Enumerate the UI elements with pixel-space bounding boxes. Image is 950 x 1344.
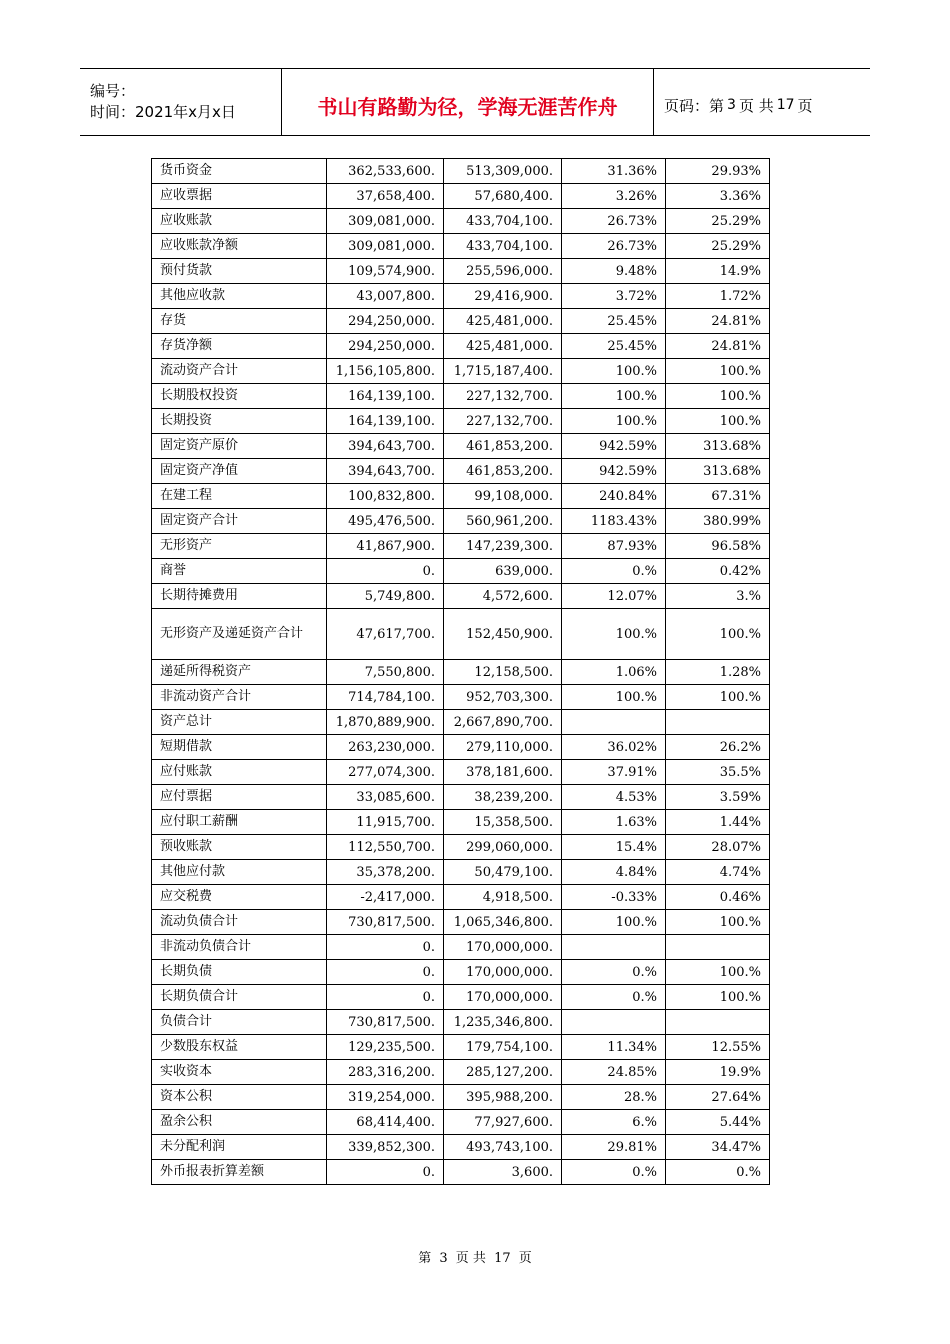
period-1-ratio-cell: 6.%	[562, 1110, 666, 1135]
item-name-cell: 少数股东权益	[152, 1035, 327, 1060]
period-1-value-cell: 5,749,800.	[327, 584, 444, 609]
period-1-value-cell: -2,417,000.	[327, 885, 444, 910]
period-2-value-cell: 1,715,187,400.	[444, 359, 562, 384]
period-2-value-cell: 179,754,100.	[444, 1035, 562, 1060]
table-row	[152, 484, 770, 509]
item-name-cell: 应收票据	[152, 184, 327, 209]
item-name-cell: 固定资产原价	[152, 434, 327, 459]
table-row	[152, 1110, 770, 1135]
period-1-value-cell: 1,870,889,900.	[327, 710, 444, 735]
period-2-value-cell: 639,000.	[444, 559, 562, 584]
period-2-ratio-cell: 100.%	[666, 910, 770, 935]
period-2-value-cell: 99,108,000.	[444, 484, 562, 509]
table-row	[152, 334, 770, 359]
table-row	[152, 685, 770, 710]
table-row	[152, 760, 770, 785]
item-name-cell: 资本公积	[152, 1085, 327, 1110]
period-1-ratio-cell: 3.26%	[562, 184, 666, 209]
item-name-cell: 实收资本	[152, 1060, 327, 1085]
period-1-ratio-cell: 942.59%	[562, 459, 666, 484]
period-2-value-cell: 255,596,000.	[444, 259, 562, 284]
item-name-cell: 未分配利润	[152, 1135, 327, 1160]
period-2-value-cell: 29,416,900.	[444, 284, 562, 309]
period-1-ratio-cell: 100.%	[562, 685, 666, 710]
period-1-value-cell: 41,867,900.	[327, 534, 444, 559]
item-name-cell: 预付货款	[152, 259, 327, 284]
period-2-value-cell: 15,358,500.	[444, 810, 562, 835]
period-1-value-cell: 0.	[327, 960, 444, 985]
page-prefix: 页码：第	[664, 96, 725, 115]
footer-suffix: 页	[518, 1251, 532, 1266]
period-1-value-cell: 730,817,500.	[327, 910, 444, 935]
period-1-value-cell: 0.	[327, 559, 444, 584]
item-name-cell: 无形资产	[152, 534, 327, 559]
page-mid: 页 共	[738, 96, 774, 115]
period-1-ratio-cell: 28.%	[562, 1085, 666, 1110]
table-row	[152, 259, 770, 284]
table-row	[152, 785, 770, 810]
table-row	[152, 409, 770, 434]
table-row	[152, 434, 770, 459]
page-total: 17	[776, 97, 795, 113]
table-row	[152, 985, 770, 1010]
item-name-cell: 非流动资产合计	[152, 685, 327, 710]
period-1-value-cell: 43,007,800.	[327, 284, 444, 309]
period-2-ratio-cell	[666, 710, 770, 735]
table-row	[152, 459, 770, 484]
period-2-value-cell: 1,065,346,800.	[444, 910, 562, 935]
period-2-ratio-cell: 24.81%	[666, 334, 770, 359]
period-2-value-cell: 170,000,000.	[444, 960, 562, 985]
period-2-value-cell: 493,743,100.	[444, 1135, 562, 1160]
period-2-value-cell: 2,667,890,700.	[444, 710, 562, 735]
period-1-ratio-cell	[562, 935, 666, 960]
period-1-ratio-cell: 942.59%	[562, 434, 666, 459]
period-1-value-cell: 35,378,200.	[327, 860, 444, 885]
item-name-cell: 流动资产合计	[152, 359, 327, 384]
table-row	[152, 384, 770, 409]
period-2-ratio-cell: 35.5%	[666, 760, 770, 785]
period-2-value-cell: 57,680,400.	[444, 184, 562, 209]
period-1-value-cell: 164,139,100.	[327, 384, 444, 409]
period-2-ratio-cell: 96.58%	[666, 534, 770, 559]
period-2-value-cell: 425,481,000.	[444, 334, 562, 359]
page-suffix: 页	[797, 96, 813, 115]
period-2-ratio-cell: 12.55%	[666, 1035, 770, 1060]
period-2-ratio-cell: 1.28%	[666, 660, 770, 685]
period-2-ratio-cell: 67.31%	[666, 484, 770, 509]
period-1-value-cell: 394,643,700.	[327, 459, 444, 484]
period-2-ratio-cell: 14.9%	[666, 259, 770, 284]
period-1-value-cell: 309,081,000.	[327, 209, 444, 234]
period-1-value-cell: 33,085,600.	[327, 785, 444, 810]
item-name-cell: 非流动负债合计	[152, 935, 327, 960]
item-name-cell: 资产总计	[152, 710, 327, 735]
item-name-cell: 长期负债	[152, 960, 327, 985]
period-2-value-cell: 50,479,100.	[444, 860, 562, 885]
page-current: 3	[727, 97, 736, 113]
period-1-value-cell: 109,574,900.	[327, 259, 444, 284]
period-1-value-cell: 68,414,400.	[327, 1110, 444, 1135]
table-row	[152, 359, 770, 384]
period-2-ratio-cell: 100.%	[666, 609, 770, 660]
period-2-ratio-cell	[666, 935, 770, 960]
period-1-value-cell: 263,230,000.	[327, 735, 444, 760]
period-2-value-cell: 461,853,200.	[444, 459, 562, 484]
period-1-value-cell: 11,915,700.	[327, 810, 444, 835]
footer-total: 17	[494, 1251, 511, 1266]
item-name-cell: 无形资产及递延资产合计	[152, 609, 327, 660]
period-2-value-cell: 433,704,100.	[444, 234, 562, 259]
period-1-value-cell: 362,533,600.	[327, 159, 444, 184]
period-2-ratio-cell: 24.81%	[666, 309, 770, 334]
period-2-ratio-cell: 0.42%	[666, 559, 770, 584]
period-2-value-cell: 170,000,000.	[444, 985, 562, 1010]
period-1-ratio-cell: 100.%	[562, 409, 666, 434]
period-1-ratio-cell: 36.02%	[562, 735, 666, 760]
period-1-value-cell: 283,316,200.	[327, 1060, 444, 1085]
table-row	[152, 1135, 770, 1160]
period-2-value-cell: 279,110,000.	[444, 735, 562, 760]
period-2-value-cell: 285,127,200.	[444, 1060, 562, 1085]
period-1-value-cell: 319,254,000.	[327, 1085, 444, 1110]
table-row	[152, 584, 770, 609]
table-row	[152, 159, 770, 184]
period-2-ratio-cell: 25.29%	[666, 209, 770, 234]
item-name-cell: 其他应付款	[152, 860, 327, 885]
period-1-value-cell: 495,476,500.	[327, 509, 444, 534]
item-name-cell: 短期借款	[152, 735, 327, 760]
period-1-value-cell: 0.	[327, 935, 444, 960]
period-1-ratio-cell: 0.%	[562, 985, 666, 1010]
period-1-ratio-cell: 29.81%	[562, 1135, 666, 1160]
period-1-value-cell: 164,139,100.	[327, 409, 444, 434]
period-1-ratio-cell: 0.%	[562, 1160, 666, 1185]
footer-current: 3	[439, 1251, 448, 1266]
period-2-ratio-cell	[666, 1010, 770, 1035]
table-row	[152, 660, 770, 685]
item-name-cell: 流动负债合计	[152, 910, 327, 935]
period-1-ratio-cell: 26.73%	[562, 209, 666, 234]
period-1-value-cell: 37,658,400.	[327, 184, 444, 209]
balance-sheet-body	[152, 159, 770, 1185]
table-row	[152, 910, 770, 935]
period-2-value-cell: 1,235,346,800.	[444, 1010, 562, 1035]
footer-prefix: 第	[418, 1251, 432, 1266]
period-1-ratio-cell: 12.07%	[562, 584, 666, 609]
table-row	[152, 1010, 770, 1035]
period-2-value-cell: 77,927,600.	[444, 1110, 562, 1135]
table-row	[152, 284, 770, 309]
period-1-ratio-cell: 31.36%	[562, 159, 666, 184]
period-2-value-cell: 425,481,000.	[444, 309, 562, 334]
table-row	[152, 885, 770, 910]
table-row	[152, 509, 770, 534]
period-1-value-cell: 339,852,300.	[327, 1135, 444, 1160]
item-name-cell: 盈余公积	[152, 1110, 327, 1135]
period-1-value-cell: 7,550,800.	[327, 660, 444, 685]
period-2-value-cell: 560,961,200.	[444, 509, 562, 534]
item-name-cell: 长期负债合计	[152, 985, 327, 1010]
period-2-ratio-cell: 28.07%	[666, 835, 770, 860]
period-2-ratio-cell: 100.%	[666, 960, 770, 985]
period-1-ratio-cell: 100.%	[562, 609, 666, 660]
period-2-value-cell: 4,918,500.	[444, 885, 562, 910]
header-page-number	[654, 69, 870, 135]
table-row	[152, 209, 770, 234]
period-1-ratio-cell: 240.84%	[562, 484, 666, 509]
item-name-cell: 商誉	[152, 559, 327, 584]
period-2-ratio-cell: 27.64%	[666, 1085, 770, 1110]
period-2-ratio-cell: 4.74%	[666, 860, 770, 885]
item-name-cell: 固定资产净值	[152, 459, 327, 484]
period-2-ratio-cell: 3.%	[666, 584, 770, 609]
period-1-ratio-cell: -0.33%	[562, 885, 666, 910]
period-2-ratio-cell: 19.9%	[666, 1060, 770, 1085]
period-2-ratio-cell: 380.99%	[666, 509, 770, 534]
period-2-value-cell: 227,132,700.	[444, 409, 562, 434]
period-1-ratio-cell: 100.%	[562, 359, 666, 384]
period-1-ratio-cell: 87.93%	[562, 534, 666, 559]
period-1-ratio-cell: 26.73%	[562, 234, 666, 259]
table-row	[152, 184, 770, 209]
item-name-cell: 应收账款	[152, 209, 327, 234]
period-1-value-cell: 129,235,500.	[327, 1035, 444, 1060]
table-row	[152, 810, 770, 835]
period-1-value-cell: 730,817,500.	[327, 1010, 444, 1035]
period-2-value-cell: 299,060,000.	[444, 835, 562, 860]
period-2-ratio-cell: 313.68%	[666, 434, 770, 459]
period-2-ratio-cell: 29.93%	[666, 159, 770, 184]
period-2-ratio-cell: 3.59%	[666, 785, 770, 810]
period-1-ratio-cell: 9.48%	[562, 259, 666, 284]
footer-mid: 页 共	[455, 1251, 486, 1266]
item-name-cell: 长期股权投资	[152, 384, 327, 409]
item-name-cell: 递延所得税资产	[152, 660, 327, 685]
period-2-value-cell: 952,703,300.	[444, 685, 562, 710]
period-2-ratio-cell: 3.36%	[666, 184, 770, 209]
table-row	[152, 534, 770, 559]
item-name-cell: 预收账款	[152, 835, 327, 860]
table-row	[152, 860, 770, 885]
period-1-value-cell: 714,784,100.	[327, 685, 444, 710]
period-1-ratio-cell: 25.45%	[562, 309, 666, 334]
period-1-ratio-cell: 1.63%	[562, 810, 666, 835]
page-header	[80, 68, 870, 136]
period-2-value-cell: 461,853,200.	[444, 434, 562, 459]
item-name-cell: 在建工程	[152, 484, 327, 509]
period-1-value-cell: 100,832,800.	[327, 484, 444, 509]
period-1-value-cell: 277,074,300.	[327, 760, 444, 785]
period-2-ratio-cell: 1.44%	[666, 810, 770, 835]
item-name-cell: 应付票据	[152, 785, 327, 810]
period-1-value-cell: 294,250,000.	[327, 334, 444, 359]
table-row	[152, 935, 770, 960]
period-2-value-cell: 147,239,300.	[444, 534, 562, 559]
item-name-cell: 长期待摊费用	[152, 584, 327, 609]
period-2-ratio-cell: 100.%	[666, 359, 770, 384]
table-row	[152, 1160, 770, 1185]
page-footer	[0, 1247, 950, 1266]
period-1-ratio-cell: 1.06%	[562, 660, 666, 685]
period-2-value-cell: 227,132,700.	[444, 384, 562, 409]
period-2-value-cell: 395,988,200.	[444, 1085, 562, 1110]
period-1-ratio-cell: 100.%	[562, 384, 666, 409]
period-1-value-cell: 309,081,000.	[327, 234, 444, 259]
period-2-value-cell: 513,309,000.	[444, 159, 562, 184]
period-1-ratio-cell: 1183.43%	[562, 509, 666, 534]
period-2-ratio-cell: 100.%	[666, 985, 770, 1010]
period-2-value-cell: 378,181,600.	[444, 760, 562, 785]
item-name-cell: 存货净额	[152, 334, 327, 359]
period-1-ratio-cell	[562, 1010, 666, 1035]
item-name-cell: 外币报表折算差额	[152, 1160, 327, 1185]
period-1-ratio-cell: 100.%	[562, 910, 666, 935]
table-row	[152, 309, 770, 334]
period-2-value-cell: 38,239,200.	[444, 785, 562, 810]
period-1-value-cell: 0.	[327, 1160, 444, 1185]
item-name-cell: 其他应收款	[152, 284, 327, 309]
period-2-ratio-cell: 100.%	[666, 685, 770, 710]
code-label: 编号：	[90, 82, 136, 100]
period-1-ratio-cell: 4.53%	[562, 785, 666, 810]
period-2-ratio-cell: 5.44%	[666, 1110, 770, 1135]
period-2-ratio-cell: 100.%	[666, 409, 770, 434]
table-row	[152, 609, 770, 660]
period-2-ratio-cell: 34.47%	[666, 1135, 770, 1160]
period-2-ratio-cell: 26.2%	[666, 735, 770, 760]
table-row	[152, 835, 770, 860]
period-2-ratio-cell: 1.72%	[666, 284, 770, 309]
period-2-value-cell: 152,450,900.	[444, 609, 562, 660]
period-1-value-cell: 112,550,700.	[327, 835, 444, 860]
period-1-ratio-cell: 15.4%	[562, 835, 666, 860]
table-row	[152, 1060, 770, 1085]
period-1-ratio-cell: 11.34%	[562, 1035, 666, 1060]
period-1-value-cell: 1,156,105,800.	[327, 359, 444, 384]
period-1-ratio-cell: 3.72%	[562, 284, 666, 309]
item-name-cell: 固定资产合计	[152, 509, 327, 534]
table-row	[152, 735, 770, 760]
period-2-ratio-cell: 0.46%	[666, 885, 770, 910]
balance-sheet-table	[151, 158, 770, 1185]
period-1-ratio-cell: 37.91%	[562, 760, 666, 785]
period-1-ratio-cell: 4.84%	[562, 860, 666, 885]
period-2-value-cell: 170,000,000.	[444, 935, 562, 960]
period-1-value-cell: 47,617,700.	[327, 609, 444, 660]
period-1-ratio-cell: 0.%	[562, 559, 666, 584]
period-1-ratio-cell: 0.%	[562, 960, 666, 985]
item-name-cell: 应交税费	[152, 885, 327, 910]
period-2-value-cell: 3,600.	[444, 1160, 562, 1185]
item-name-cell: 应收账款净额	[152, 234, 327, 259]
period-1-value-cell: 394,643,700.	[327, 434, 444, 459]
period-2-value-cell: 12,158,500.	[444, 660, 562, 685]
period-1-ratio-cell	[562, 710, 666, 735]
header-meta	[80, 69, 282, 135]
item-name-cell: 长期投资	[152, 409, 327, 434]
period-2-value-cell: 4,572,600.	[444, 584, 562, 609]
period-2-ratio-cell: 25.29%	[666, 234, 770, 259]
item-name-cell: 应付职工薪酬	[152, 810, 327, 835]
item-name-cell: 存货	[152, 309, 327, 334]
header-motto: 书山有路勤为径，学海无涯苦作舟	[282, 69, 654, 135]
table-row	[152, 1035, 770, 1060]
item-name-cell: 应付账款	[152, 760, 327, 785]
period-1-ratio-cell: 25.45%	[562, 334, 666, 359]
table-row	[152, 234, 770, 259]
period-1-value-cell: 294,250,000.	[327, 309, 444, 334]
table-row	[152, 559, 770, 584]
period-1-ratio-cell: 24.85%	[562, 1060, 666, 1085]
period-2-value-cell: 433,704,100.	[444, 209, 562, 234]
period-1-value-cell: 0.	[327, 985, 444, 1010]
table-row	[152, 710, 770, 735]
period-2-ratio-cell: 100.%	[666, 384, 770, 409]
period-2-ratio-cell: 0.%	[666, 1160, 770, 1185]
item-name-cell: 货币资金	[152, 159, 327, 184]
time-label: 时间：2021年x月x日	[90, 103, 236, 121]
table-row	[152, 960, 770, 985]
table-row	[152, 1085, 770, 1110]
item-name-cell: 负债合计	[152, 1010, 327, 1035]
period-2-ratio-cell: 313.68%	[666, 459, 770, 484]
